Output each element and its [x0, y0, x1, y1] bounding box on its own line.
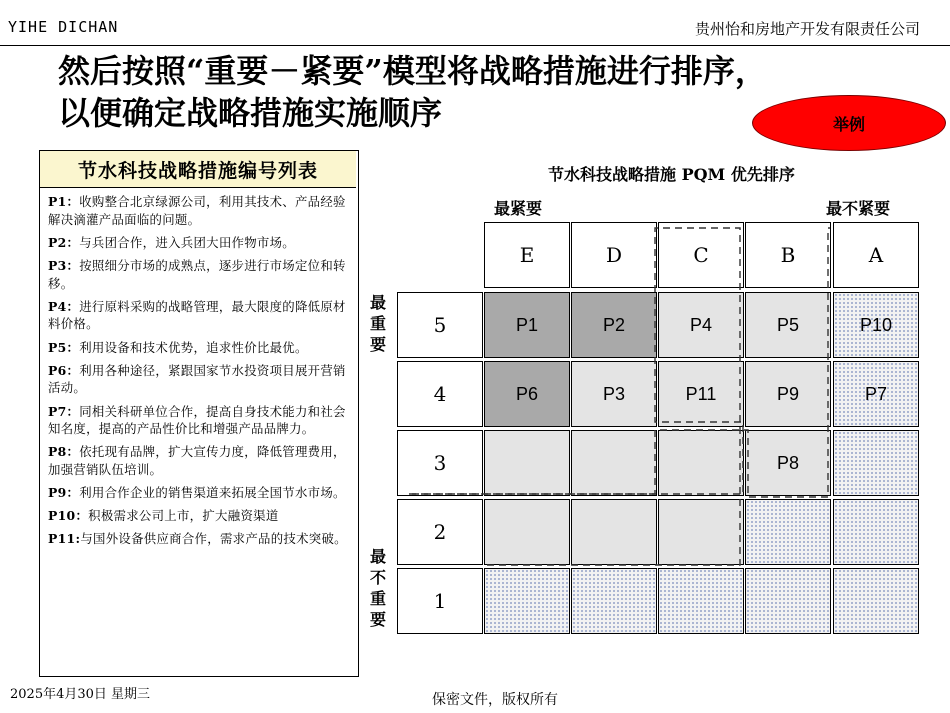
least-important-label: 最 不 重 要	[369, 547, 386, 629]
measure-code: P1：	[48, 194, 80, 209]
matrix-cell	[484, 430, 570, 496]
measures-panel-title: 节水科技战略措施编号列表	[40, 151, 356, 188]
measure-text: 利用各种途径，紧跟国家节水投资项目展开营销活动。	[48, 362, 346, 396]
measure-text: 同相关科研单位合作，提高自身技术能力和社会知名度，提高的产品性价比和增强产品品牌力。	[48, 403, 346, 437]
least-urgent-label: 最不紧要	[826, 199, 891, 218]
measure-cell-p5: P5	[745, 292, 831, 358]
matrix-cell	[571, 499, 657, 565]
measure-text: 收购整合北京绿源公司，利用其技术、产品经验解决滴灌产品面临的问题。	[48, 194, 346, 227]
matrix-cell	[745, 568, 831, 634]
measure-code: P9：	[48, 485, 80, 501]
measure-code: P4：	[48, 298, 80, 314]
row-header-3: 3	[397, 430, 483, 496]
measure-cell-p1: P1	[484, 292, 570, 358]
matrix-cell	[484, 499, 570, 565]
measure-code: P2：	[48, 234, 80, 250]
matrix-title: 节水科技战略措施 PQM 优先排序	[548, 165, 795, 184]
measure-text: 利用合作企业的销售渠道来拓展全国节水市场。	[79, 485, 346, 501]
measure-text: 依托现有品牌，扩大宣传力度，降低管理费用，加强营销队伍培训。	[48, 444, 346, 477]
measure-cell-p10: P10	[833, 292, 919, 358]
matrix-cell	[571, 568, 657, 634]
matrix-cell	[658, 430, 744, 496]
measure-code: P11:	[48, 531, 81, 547]
measure-code: P7：	[48, 403, 80, 419]
matrix-cell	[658, 499, 744, 565]
most-important-label: 最 重 要	[369, 293, 386, 354]
row-header-2: 2	[397, 499, 483, 565]
measure-code: P6：	[48, 362, 80, 378]
slide-title-line-2: 以便确定战略措施实施顺序	[58, 94, 443, 132]
measure-text: 利用设备和技术优势，追求性价比最优。	[79, 339, 308, 355]
column-header-c: C	[658, 222, 744, 288]
matrix-cell	[658, 568, 744, 634]
measure-cell-p9: P9	[745, 361, 831, 427]
measure-text: 与兵团合作，进入兵团大田作物市场。	[79, 234, 295, 250]
footer-notice: 保密文件，版权所有	[432, 692, 558, 708]
most-urgent-label: 最紧要	[494, 199, 543, 218]
matrix-cell	[833, 568, 919, 634]
company-name: 贵州怡和房地产开发有限责任公司	[694, 20, 920, 38]
measure-cell-p11: P11	[658, 361, 744, 427]
column-header-e: E	[484, 222, 570, 288]
measure-code: P10：	[48, 508, 89, 524]
measure-cell-p7: P7	[833, 361, 919, 427]
row-header-5: 5	[397, 292, 483, 358]
column-header-d: D	[571, 222, 657, 288]
measure-code: P8：	[48, 444, 80, 460]
measure-code: P5：	[48, 339, 80, 355]
matrix-cell	[745, 499, 831, 565]
matrix-cell	[833, 430, 919, 496]
example-badge: 举例	[752, 95, 946, 151]
company-code: YIHE DICHAN	[8, 18, 119, 36]
measure-cell-p6: P6	[484, 361, 570, 427]
footer-date: 2025年4月30日 星期三	[10, 687, 151, 702]
measure-cell-p4: P4	[658, 292, 744, 358]
measure-cell-p3: P3	[571, 361, 657, 427]
row-header-1: 1	[397, 568, 483, 634]
measure-text: 积极需求公司上市，扩大融资渠道	[88, 508, 279, 524]
measure-code: P3：	[48, 257, 80, 273]
column-header-b: B	[745, 222, 831, 288]
matrix-cell	[484, 568, 570, 634]
measure-cell-p8: P8	[745, 430, 831, 496]
measure-text: 按照细分市场的成熟点，逐步进行市场定位和转移。	[48, 257, 346, 291]
measure-text: 进行原料采购的战略管理，最大限度的降低原材料价格。	[48, 298, 346, 332]
column-header-a: A	[833, 222, 919, 288]
slide-title-line-1: 然后按照“重要－紧要”模型将战略措施进行排序，	[58, 52, 767, 90]
measure-cell-p2: P2	[571, 292, 657, 358]
matrix-cell	[571, 430, 657, 496]
row-header-4: 4	[397, 361, 483, 427]
measure-text: 与国外设备供应商合作，需求产品的技术突破。	[80, 531, 347, 547]
matrix-cell	[833, 499, 919, 565]
